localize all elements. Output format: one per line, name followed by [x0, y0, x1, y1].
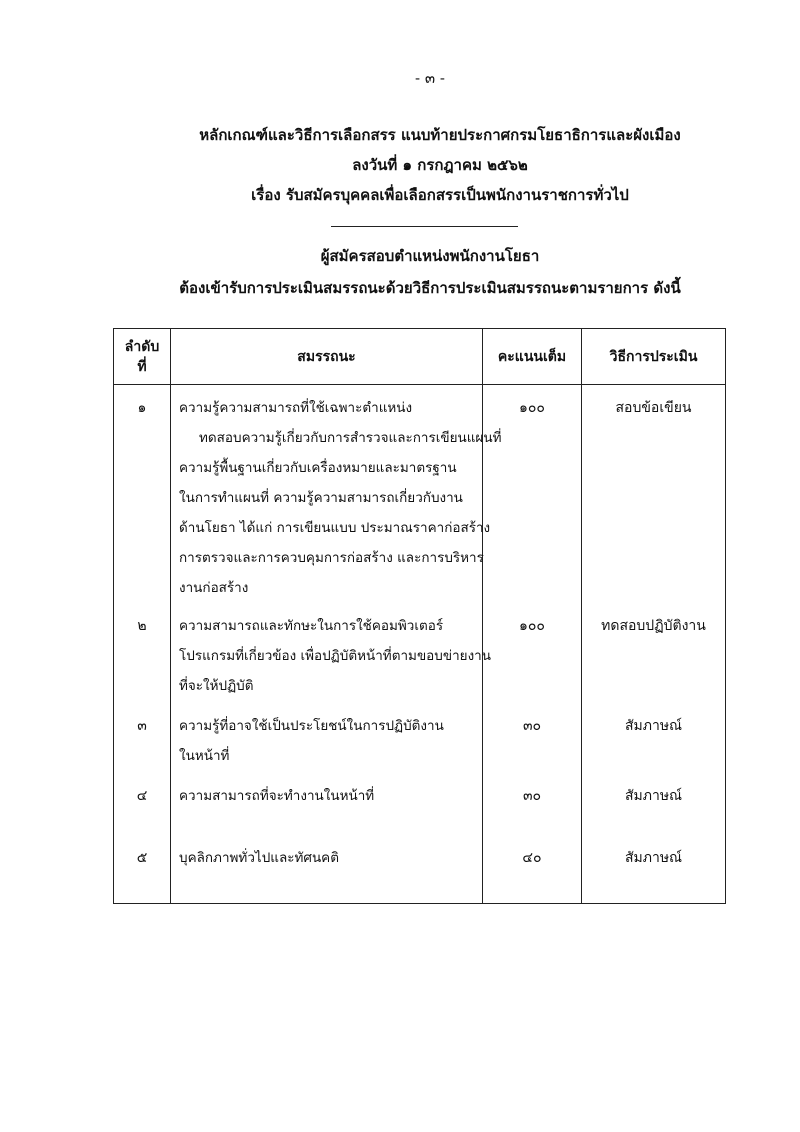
header-method: วิธีการประเมิน	[582, 329, 726, 385]
position-title: ผู้สมัครสอบตำแหน่งพนักงานโยธา	[320, 247, 540, 265]
competency-desc-line: ความรู้พื้นฐานเกี่ยวกับเครื่องหมายและมาตรฐาน	[179, 460, 457, 476]
competency-table	[113, 328, 726, 904]
assessment-instruction: ต้องเข้ารับการประเมินสมรรถนะด้วยวิธีการประเมินสมรรถนะตามรายการ ดังนี้	[179, 279, 681, 297]
header-order-line1: ลำดับ	[124, 338, 160, 355]
competency-title: ความรู้ที่อาจใช้เป็นประโยชน์ในการปฏิบัติงาน	[179, 718, 444, 734]
row-competency	[171, 603, 491, 703]
competency-desc-line: ที่จะให้ปฏิบัติ	[179, 678, 254, 694]
competency-title: ความสามารถที่จะทำงานในหน้าที่	[179, 788, 375, 804]
header-competency: สมรรถนะ	[171, 329, 483, 385]
row-method: สัมภาษณ์	[582, 835, 726, 904]
row-order: ๓	[114, 703, 171, 773]
row-score: ๑๐๐	[483, 385, 582, 604]
row-competency	[171, 835, 483, 904]
header-divider	[331, 226, 518, 227]
competency-desc-line: งานก่อสร้าง	[179, 580, 249, 596]
competency-desc-line: การตรวจและการควบคุมการก่อสร้าง และการบริหาร	[179, 550, 484, 566]
competency-desc-line: ในหน้าที่	[179, 748, 230, 764]
table-row	[114, 703, 726, 773]
competency-title: ความสามารถและทักษะในการใช้คอมพิวเตอร์	[179, 618, 444, 634]
document-header	[40, 120, 800, 210]
table-row	[114, 773, 726, 835]
row-order: ๑	[114, 385, 171, 604]
page-number: - ๓ -	[415, 69, 445, 87]
header-date: ลงวันที่ ๑ กรกฎาคม ๒๕๖๒	[352, 156, 528, 174]
table-row	[114, 385, 726, 604]
competency-title: บุคลิกภาพทั่วไปและทัศนคติ	[179, 850, 339, 866]
row-order: ๕	[114, 835, 171, 904]
row-method: ทดสอบปฏิบัติงาน	[582, 603, 726, 703]
row-method: สัมภาษณ์	[582, 773, 726, 835]
header-subject: เรื่อง รับสมัครบุคคลเพื่อเลือกสรรเป็นพนักงานราชการทั่วไป	[251, 186, 629, 204]
header-title: หลักเกณฑ์และวิธีการเลือกสรร แนบท้ายประกาศกรมโยธาธิการและผังเมือง	[199, 126, 681, 144]
row-competency	[171, 703, 483, 773]
table-header-row	[114, 329, 726, 385]
header-order	[114, 329, 171, 385]
row-order: ๒	[114, 603, 171, 703]
competency-desc-line: ในการทำแผนที่ ความรู้ความสามารถเกี่ยวกับงาน	[179, 490, 463, 506]
row-score: ๓๐	[483, 773, 582, 835]
row-order: ๔	[114, 773, 171, 835]
position-subtitle	[30, 240, 800, 304]
row-score: ๔๐	[483, 835, 582, 904]
competency-desc-line: ทดสอบความรู้เกี่ยวกับการสำรวจและการเขียนแผนที่	[199, 430, 502, 446]
table-row	[114, 603, 726, 703]
header-full-score: คะแนนเต็ม	[483, 329, 582, 385]
row-method: สอบข้อเขียน	[582, 385, 726, 604]
competency-desc-line: ด้านโยธา ได้แก่ การเขียนแบบ ประมาณราคาก่อสร้าง	[179, 520, 491, 536]
row-score: ๑๐๐	[483, 603, 582, 703]
header-order-line2: ที่	[137, 358, 147, 375]
competency-title: ความรู้ความสามารถที่ใช้เฉพาะตำแหน่ง	[179, 400, 413, 416]
competency-desc-line: โปรแกรมที่เกี่ยวข้อง เพื่อปฏิบัติหน้าที่ตามขอบข่ายงาน	[179, 648, 491, 664]
table-row	[114, 835, 726, 904]
row-score: ๓๐	[483, 703, 582, 773]
row-competency	[171, 773, 483, 835]
row-competency	[171, 385, 502, 604]
row-method: สัมภาษณ์	[582, 703, 726, 773]
